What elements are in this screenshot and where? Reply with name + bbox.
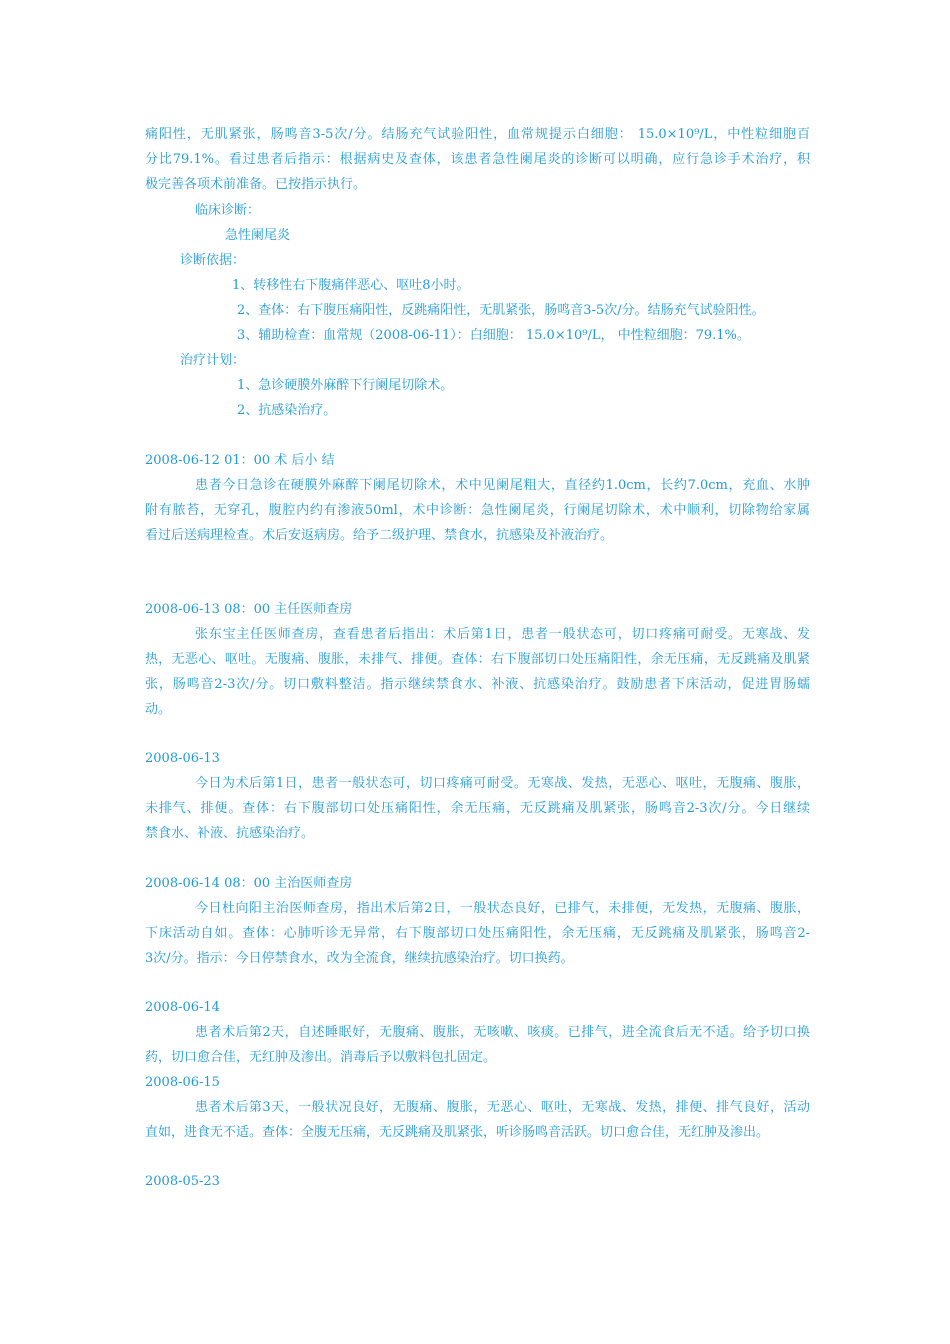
entry-date-heading: 2008-06-15 xyxy=(145,1075,220,1090)
list-item: 1、转移性右下腹痛伴恶心、呕吐8小时。 xyxy=(232,278,470,293)
list-item: 2、抗感染治疗。 xyxy=(237,403,337,418)
entry-date-heading: 2008-06-14 08：00 主治医师查房 xyxy=(145,876,353,891)
text-line: 看过后送病理检查。术后安返病房。给予二级护理、禁食水，抗感染及补液治疗。 xyxy=(145,528,614,543)
text-line: 药，切口愈合佳，无红肿及渗出。消毒后予以敷料包扎固定。 xyxy=(145,1050,497,1065)
section-heading: 诊断依据： xyxy=(180,253,246,268)
text-line: 张东宝主任医师查房，查看患者后指出：术后第1日，患者一般状态可，切口疼痛可耐受。无寒战、发 xyxy=(195,627,810,642)
list-item: 2、查体：右下腹压痛阳性，反跳痛阳性，无肌紧张，肠鸣音3-5次/分。结肠充气试验阳性。 xyxy=(237,303,765,318)
list-item: 3、辅助检查：血常规（2008-06-11）：白细胞： 15.0×10⁹/L， 中性粒细胞：79.1%。 xyxy=(237,328,750,343)
entry-date-heading: 2008-05-23 xyxy=(145,1174,220,1189)
entry-date-heading: 2008-06-14 xyxy=(145,1000,220,1015)
text-line: 热，无恶心、呕吐。无腹痛、腹胀，未排气、排便。查体：右下腹部切口处压痛阳性，余无压痛，无反跳痛及肌紧 xyxy=(145,652,810,667)
text-line: 直如，进食无不适。查体：全腹无压痛，无反跳痛及肌紧张，听诊肠鸣音活跃。切口愈合佳，无红肿及渗出。 xyxy=(145,1125,770,1140)
list-item: 1、急诊硬膜外麻醉下行阑尾切除术。 xyxy=(237,378,454,393)
text-line: 痛阳性，无肌紧张，肠鸣音3-5次/分。结肠充气试验阳性，血常规提示白细胞： 15.0×10⁹/L，中性粒细胞百 xyxy=(145,127,810,142)
text-line: 未排气、排便。查体：右下腹部切口处压痛阳性，余无压痛，无反跳痛及肌紧张，肠鸣音2-3次/分。今日继续 xyxy=(145,801,810,816)
text-line: 张，肠鸣音2-3次/分。切口敷料整洁。指示继续禁食水、补液、抗感染治疗。鼓励患者下床活动，促进胃肠蠕 xyxy=(145,677,810,692)
text-line: 今日杜向阳主治医师查房，指出术后第2日，一般状态良好，已排气，未排便，无发热，无腹痛、腹胀， xyxy=(195,901,810,916)
text-line: 患者术后第3天，一般状况良好，无腹痛、腹胀，无恶心、呕吐，无寒战、发热，排便、排气良好，活动 xyxy=(195,1100,810,1115)
entry-date-heading: 2008-06-13 xyxy=(145,751,220,766)
text-line: 禁食水、补液、抗感染治疗。 xyxy=(145,826,315,841)
text-line: 3次/分。指示：今日停禁食水，改为全流食，继续抗感染治疗。切口换药。 xyxy=(145,951,574,966)
text-line: 患者今日急诊在硬膜外麻醉下阑尾切除术，术中见阑尾粗大，直径约1.0cm，长约7.0cm，充血、水肿 xyxy=(195,478,810,493)
text-line: 分比79.1%。看过患者后指示：根据病史及查体，该患者急性阑尾炎的诊断可以明确，应行急诊手术治疗，积 xyxy=(145,152,810,167)
text-line: 今日为术后第1日，患者一般状态可，切口疼痛可耐受。无寒战、发热，无恶心、呕吐，无腹痛、腹胀， xyxy=(195,776,810,791)
diagnosis-text: 急性阑尾炎 xyxy=(225,228,291,243)
section-heading: 治疗计划： xyxy=(180,353,246,368)
text-line: 动。 xyxy=(145,702,172,717)
entry-date-heading: 2008-06-13 08：00 主任医师查房 xyxy=(145,602,353,617)
text-line: 患者术后第2天，自述睡眠好，无腹痛、腹胀，无咳嗽、咳痰。已排气，进全流食后无不适。给予切口换 xyxy=(195,1025,810,1040)
text-line: 附有脓苔，无穿孔，腹腔内约有渗液50ml，术中诊断：急性阑尾炎，行阑尾切除术，术中顺利，切除物给家属 xyxy=(145,503,810,518)
entry-date-heading: 2008-06-12 01：00 术 后小 结 xyxy=(145,453,335,468)
text-line: 下床活动自如。查体：心肺听诊无异常，右下腹部切口处压痛阳性，余无压痛，无反跳痛及肌紧张，肠鸣音2- xyxy=(145,926,810,941)
section-heading: 临床诊断： xyxy=(195,203,261,218)
text-line: 极完善各项术前准备。已按指示执行。 xyxy=(145,177,367,192)
